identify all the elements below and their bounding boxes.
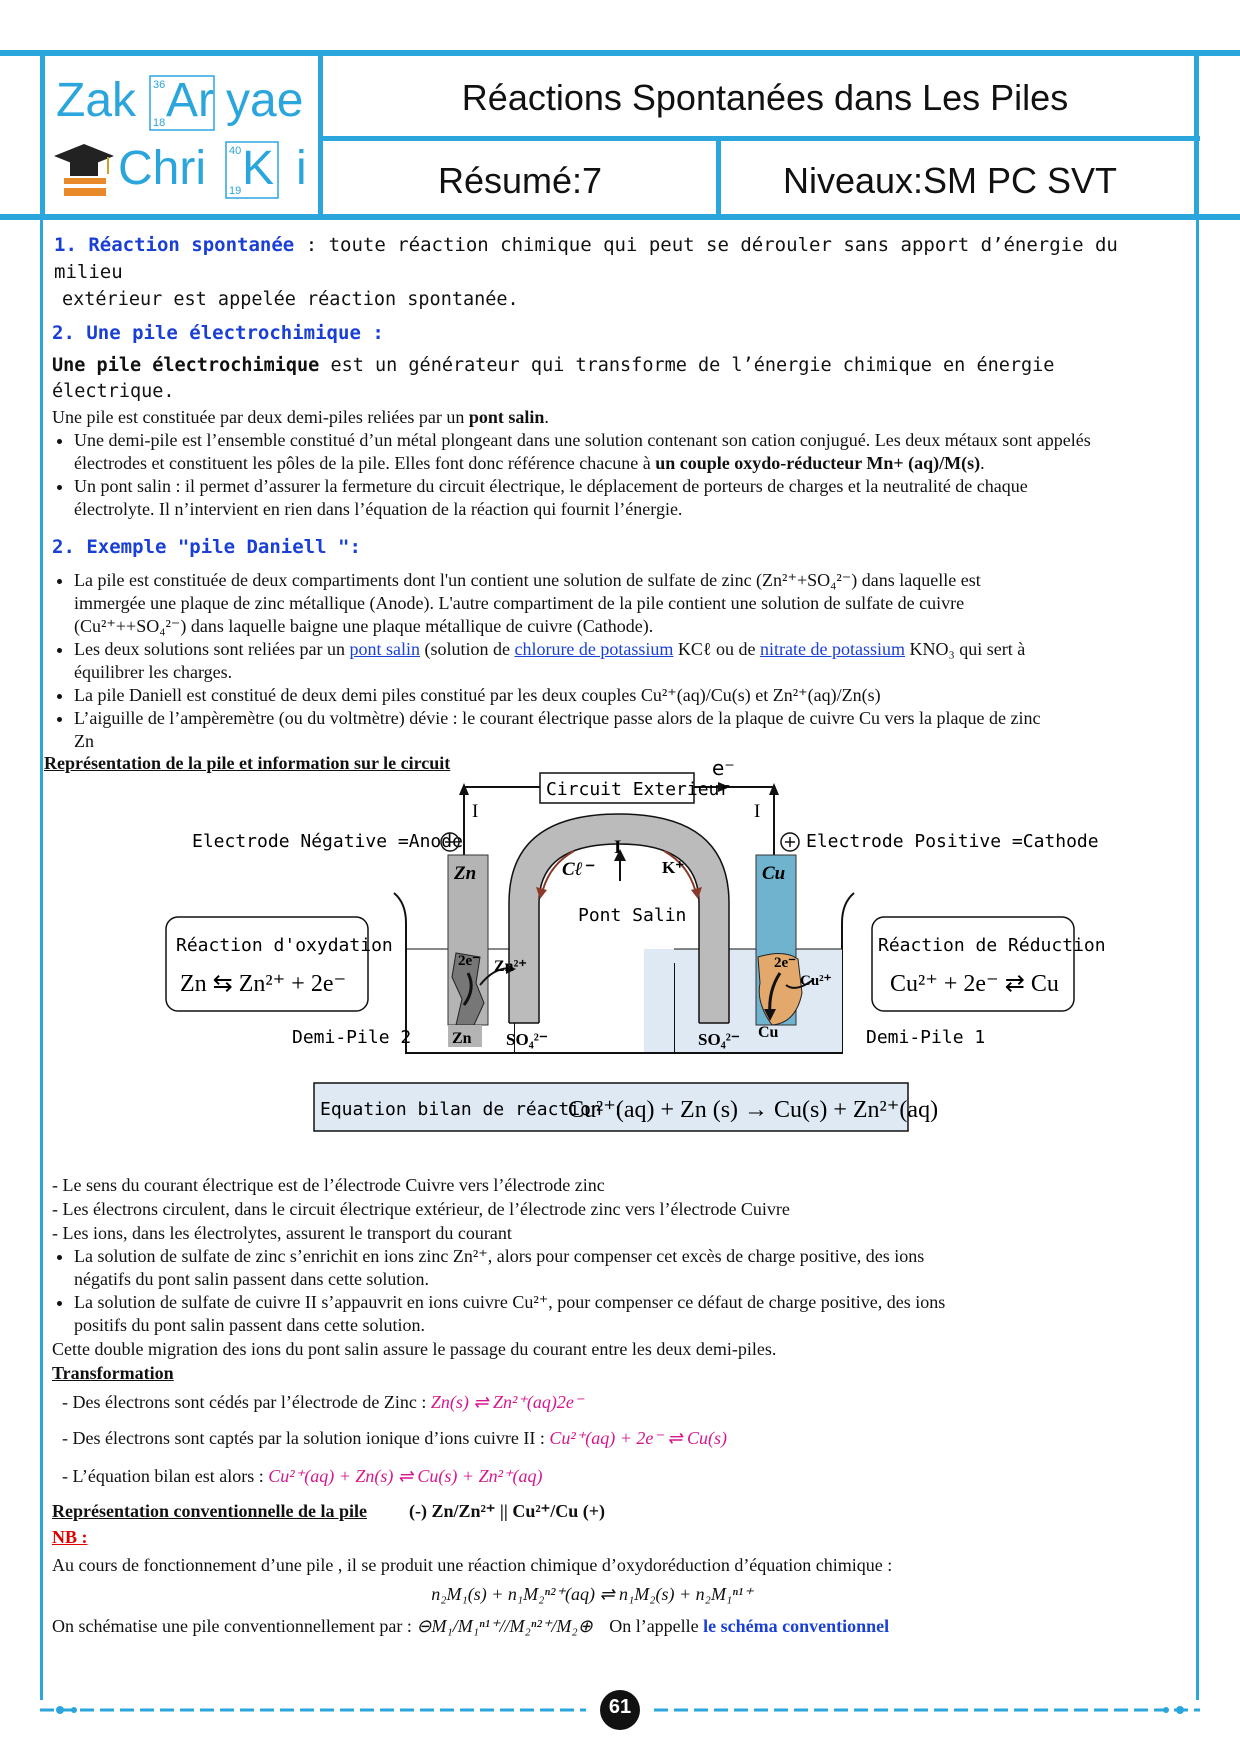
demi-pile-1: Demi-Pile 1: [866, 1027, 986, 1048]
section-1-heading: Réaction spontanée: [88, 234, 295, 256]
cu2-label: Cu²⁺: [800, 973, 832, 989]
e2-left: 2e⁻: [458, 953, 481, 969]
graduation-cap-icon: [54, 144, 114, 196]
logo-k: K: [242, 142, 275, 195]
zn-bottom-label: Zn: [452, 1030, 472, 1047]
section-3: 2. Exemple "pile Daniell ": • La pile est constituée de deux compartiments dont l'un contient une solution de sulfate de zinc (Zn²⁺+SO₄²⁻) dans laquelle est immergée une plaque de zinc métallique (Anode). L'autre compartiment de la pile contient une solution de sulfate de cuivre (Cu²⁺++SO₄²⁻) dans laquelle baigne une plaque métallique de cuivre (Cathode). • Les deux solutions sont reliées par un pont salin (solution de chlorure de potassium KCℓ ou de nitrate de potassium KNO₃ qui sert à équilibrer les charges. • La pile Daniell est constitué de deux demi piles constitué par les deux couples Cu²⁺(aq)/Cu(s) et Zn²⁺(aq)/Zn(s) • L’aiguille de l’ampèremètre (ou du voltmètre) dévie : le courant électrique passe alors de la plaque de cuivre Cu vers la plaque de zinc Zn: [52, 533, 1132, 753]
pos-electrode-label: Electrode Positive =Cathode: [806, 831, 1099, 852]
e2-right: 2e⁻: [774, 955, 797, 971]
neg-electrode-label: Electrode Négative =Anode: [192, 831, 463, 852]
s3-bullet-3: • La pile Daniell est constitué de deux demi piles constitué par les deux couples Cu²⁺(aq)/Cu(s) et Zn²⁺(aq)/Zn(s): [74, 684, 1054, 707]
red-eq: Cu²⁺ + 2e⁻ ⇄ Cu: [890, 971, 1059, 997]
footer: [40, 1690, 1200, 1730]
pont-label: Pont Salin: [578, 905, 687, 926]
cl-label: Cℓ⁻: [562, 859, 593, 880]
red-title: Réaction de Réduction: [878, 935, 1106, 956]
demi-pile-2: Demi-Pile 2: [292, 1027, 412, 1048]
header-top-line: [0, 50, 1240, 56]
conventional: Représentation conventionnelle de la pile (-) Zn/Zn²⁺ || Cu²⁺/Cu (+) NB : Au cours de fonctionnement d’une pile , il se produit une réaction chimique d’oxydoréduction d’équation chimique : n₂M₁(s) + n₁M₂ⁿ²⁺(aq) ⇌ n₁M₂(s) + n₂M₁ⁿ¹⁺ On schématise une pile conventionnellement par : ⊖M₁/M₁ⁿ¹⁺//M₂ⁿ²⁺/M₂⊕ On l’appelle le schéma conventionnel: [52, 1501, 893, 1636]
logo-yae: yae: [226, 74, 304, 127]
s2-bullet-2: • Un pont salin : il permet d’assurer la fermeture du circuit électrique, le déplacement de porteurs de charges et la neutralité de chaque électrolyte. Il n’intervient en rien dans l’équation de la réaction qui fournit l’énergie.: [74, 475, 1094, 521]
link-pont-salin[interactable]: pont salin: [349, 639, 420, 659]
resume-label: Résumé:7: [437, 160, 603, 201]
logo-zak: Zak: [56, 74, 137, 127]
page-left-border: [40, 220, 43, 1700]
cu-electrode-label: Cu: [762, 863, 786, 884]
current-left: I: [472, 801, 479, 822]
content: [44, 232, 1132, 1641]
ox-title: Réaction d'oxydation: [176, 935, 393, 956]
electron-label: e⁻: [712, 756, 735, 780]
zn2-label: Zn²⁺: [494, 958, 527, 975]
bilan-eq: Cu²⁺(aq) + Zn (s) → Cu(s) + Zn²⁺(aq): [568, 1097, 939, 1123]
page-number: 61: [608, 1696, 632, 1718]
bilan-label: Equation bilan de réaction :: [320, 1099, 624, 1120]
svg-text:40: 40: [229, 145, 242, 157]
ox-eq: Zn ⇆ Zn²⁺ + 2e⁻: [180, 971, 347, 997]
section-2-heading: Une pile électrochimique :: [86, 322, 384, 344]
header-left-border: [40, 56, 45, 220]
cu-bottom-label: Cu: [758, 1024, 779, 1041]
pile-diagram: [44, 753, 1144, 1185]
s3-bullet-2: • Les deux solutions sont reliées par un pont salin (solution de chlorure de potassium KCℓ ou de nitrate de potassium KNO₃ qui sert à équilibrer les charges.: [74, 638, 1054, 684]
header-resume-divider: [716, 141, 721, 220]
s3-bullet-4: • L’aiguille de l’ampèremètre (ou du voltmètre) dévie : le courant électrique passe alors de la plaque de cuivre Cu vers la plaque de zinc Zn: [74, 707, 1054, 753]
s3-bullet-1: • La pile est constituée de deux compartiments dont l'un contient une solution de sulfate de zinc (Zn²⁺+SO₄²⁻) dans laquelle est immergée une plaque de zinc métallique (Anode). L'autre compartiment de la pile contient une solution de sulfate de cuivre (Cu²⁺++SO₄²⁻) dans laquelle baigne une plaque métallique de cuivre (Cathode).: [74, 569, 1054, 638]
svg-text:36: 36: [153, 79, 166, 91]
section-1: 1. Réaction spontanée : toute réaction chimique qui peut se dérouler sans apport d’énergie du milieu extérieur est appelée réaction spontanée.: [54, 234, 1118, 310]
circuit-label: Circuit Exterieur: [546, 779, 731, 800]
section-2: 2. Une pile électrochimique : Une pile électrochimique est un générateur qui transforme de l’énergie chimique en énergie électrique. Une pile est constituée par deux demi-piles reliées par un pont salin. • Une demi-pile est l’ensemble constitué d’un métal plongeant dans une solution contenant son cation conjugué. Les deux métaux sont appelés électrodes et constituent les pôles de la pile. Elles font donc référence chacune à un couple oxydo-réducteur Mn+ (aq)/M(s). • Un pont salin : il permet d’assurer la fermeture du circuit électrique, le déplacement de porteurs de charges et la neutralité de chaque électrolyte. Il n’intervient en rien dans l’équation de la réaction qui fournit l’énergie.: [52, 319, 1132, 521]
page-title: Réactions Spontanées dans Les Piles: [461, 77, 1069, 118]
link-nitrate[interactable]: nitrate de potassium: [760, 639, 906, 659]
svg-text:18: 18: [153, 117, 166, 129]
logo-i: i: [296, 142, 307, 195]
header-bottom-line: [0, 214, 1240, 220]
diagram-section-title: Représentation de la pile et information sur le circuit: [44, 753, 451, 773]
transformation: Transformation - Des électrons sont cédés par l’électrode de Zinc : Zn(s) ⇌ Zn²⁺(aq)2e⁻ - Des électrons sont captés par la solution ionique d’ions cuivre II : Cu²⁺(aq) + 2e⁻ ⇌ Cu(s) - L’équation bilan est alors : Cu²⁺(aq) + Zn(s) ⇌ Cu(s) + Zn²⁺(aq): [52, 1363, 727, 1486]
logo-ar: Ar: [166, 74, 214, 127]
so4-right: SO₄²⁻: [698, 1030, 740, 1049]
current-right: I: [754, 801, 761, 822]
link-chlorure[interactable]: chlorure de potassium: [514, 639, 674, 659]
logo-chri: Chri: [118, 142, 207, 195]
page-right-border: [1196, 220, 1199, 1700]
s2-bullet-1: • Une demi-pile est l’ensemble constitué d’un métal plongeant dans une solution contenant son cation conjugué. Les deux métaux sont appelés électrodes et constituent les pôles de la pile. Elles font donc référence chacune à un couple oxydo-réducteur Mn+ (aq)/M(s).: [74, 429, 1094, 475]
header-logo-divider: [318, 56, 323, 220]
so4-left: SO₄²⁻: [506, 1030, 548, 1049]
after-diagram: - Le sens du courant électrique est de l’électrode Cuivre vers l’électrode zinc - Les électrons circulent, dans le circuit électrique extérieur, de l’électrode zinc vers l’électrode Cuivre - Les ions, dans les électrolytes, assurent le transport du courant • La solution de sulfate de zinc s’enrichit en ions zinc Zn²⁺, alors pour compenser cet excès de charge positive, des ions négatifs du pont salin passent dans cette solution. • La solution de sulfate de cuivre II s’appauvrit en ions cuivre Cu²⁺, pour compenser ce défaut de charge positive, des ions positifs du pont salin passent dans cette solution. Cette double migration des ions du pont salin assure le passage du courant entre les deux demi-piles.: [52, 1173, 1132, 1361]
zn-electrode-label: Zn: [454, 863, 477, 884]
header-mid-line: [322, 136, 1200, 141]
section-3-heading: Exemple "pile Daniell ":: [86, 536, 361, 558]
k-label: K⁺: [662, 858, 685, 877]
niveaux-label: Niveaux:SM PC SVT: [782, 160, 1118, 201]
bridge-current: I: [614, 837, 622, 858]
logo: [46, 64, 316, 214]
svg-text:19: 19: [229, 185, 242, 197]
